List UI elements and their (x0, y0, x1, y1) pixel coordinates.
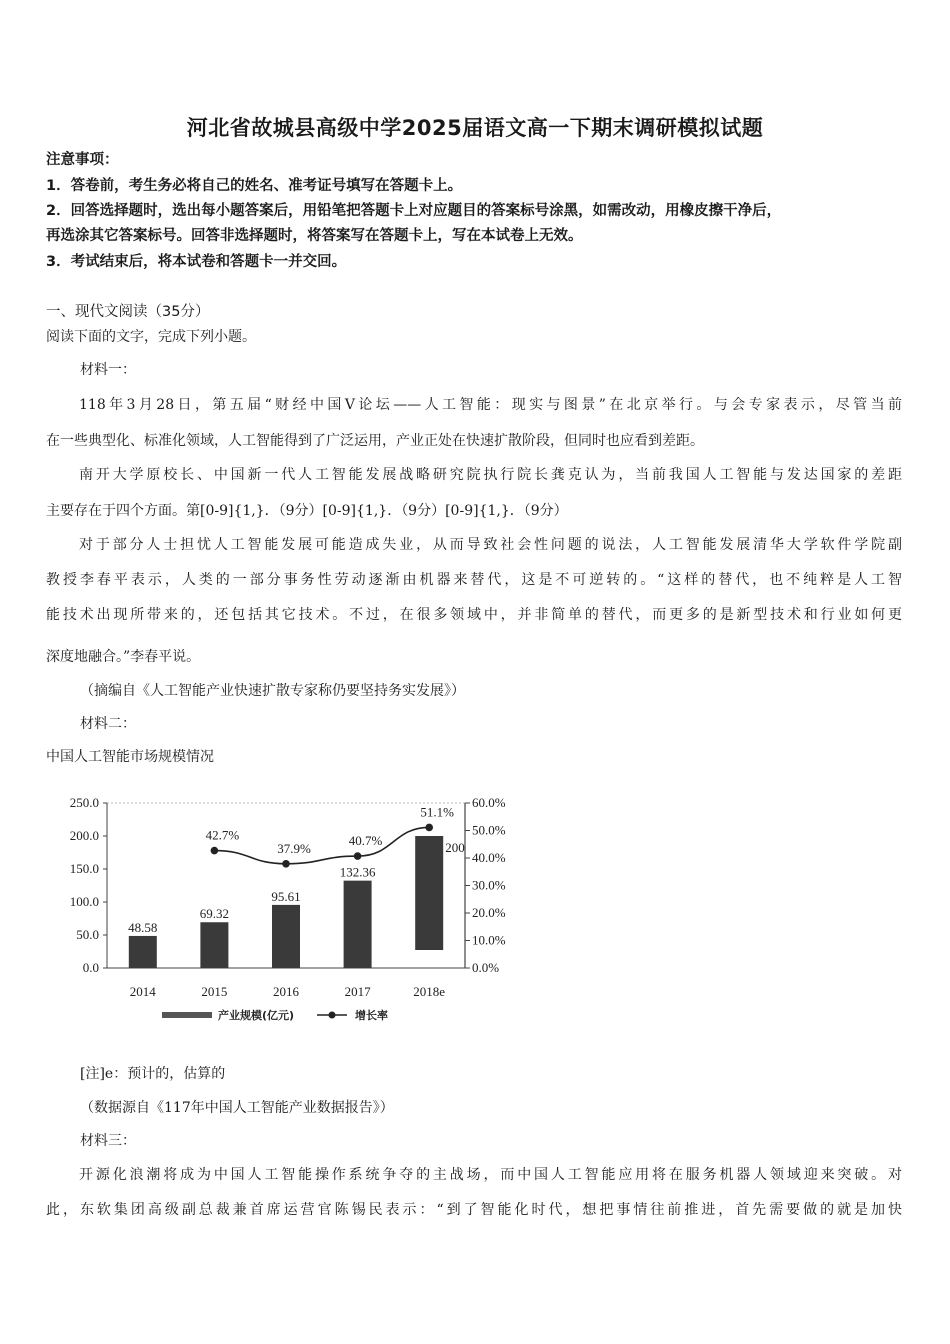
bar-label: 48.58 (128, 919, 158, 935)
material3-label: 材料三： (80, 1133, 136, 1149)
chart-note: [注]e：预计的，估算的 (80, 1066, 226, 1082)
bar-2015 (200, 922, 228, 968)
notice-item-text: 1．答卷前，考生务必将自己的姓名、准考证号填写在答题卡上。 (46, 178, 463, 194)
p3-line4: 深度地融合。”李春平说。 (46, 649, 201, 665)
right-tick-label: 40.0% (472, 850, 506, 865)
source1: （摘编自《人工智能产业快速扩散专家称仍要坚持务实发展》） (80, 683, 465, 699)
p1-line2: 在一些典型化、标准化领域，人工智能得到了广泛运用，产业正处在快速扩散阶段，但同时也应看到差距。 (46, 433, 704, 449)
growth-label: 40.7% (348, 833, 383, 849)
material2-label: 材料二： (80, 716, 136, 732)
growth-point-2015 (211, 847, 219, 855)
right-tick-label: 20.0% (472, 905, 506, 920)
market-size-chart (55, 783, 545, 1038)
bar-label: 69.32 (199, 906, 230, 922)
growth-point-2016 (282, 860, 290, 868)
legend-line-marker (329, 1012, 336, 1019)
legend-line-label: 增长率 (355, 1009, 388, 1022)
p3-line2: 教授李春平表示，人类的一部分事务性劳动逐渐由机器来替代，这是不可逆转的。“这样的替代，也不纯粹是人工智 (46, 572, 902, 588)
p2-line2: 主要存在于四个方面。第[0-9]{1,}．（9分）[0-9]{1,}．（9分）[0-9]{1,}．（9分） (46, 503, 568, 519)
growth-label: 42.7% (205, 827, 240, 843)
notice-item-text: 2．回答选择题时，选出每小题答案后，用铅笔把答题卡上对应题目的答案标号涂黑，如需改动，用橡皮擦干净后， (46, 203, 782, 219)
notice-block (46, 150, 906, 170)
bar-2018e (415, 836, 443, 950)
bar-label: 132.36 (339, 864, 376, 880)
growth-point-2017 (354, 852, 362, 860)
left-tick-label: 200.0 (69, 828, 99, 843)
right-tick-label: 0.0% (472, 960, 500, 975)
right-tick-label: 10.0% (472, 932, 506, 948)
x-tick-label: 2016 (273, 984, 299, 999)
legend-bar-label: 产业规模(亿元) (218, 1009, 295, 1022)
document-title: 河北省故城县高级中学2025届语文高一下期末调研模拟试题 (186, 116, 764, 140)
right-tick-label: 30.0% (472, 877, 506, 893)
bar-2016 (272, 905, 300, 968)
p3-line3: 能技术出现所带来的，还包括其它技术。不过，在很多领域中，并非简单的替代，而更多的是新型技术和行业如何更 (46, 607, 902, 623)
growth-point-2018e (425, 824, 433, 832)
notice-item-3 (46, 252, 906, 272)
notice-item-text: 再选涂其它答案标号。回答非选择题时，将答案写在答题卡上，写在本试卷上无效。 (46, 228, 583, 244)
right-tick-label: 60.0% (472, 795, 506, 810)
left-tick-label: 250.0 (69, 795, 99, 810)
chart-title: 中国人工智能市场规模情况 (46, 749, 214, 765)
notice-item-text: 3．考试结束后，将本试卷和答题卡一并交回。 (46, 254, 347, 270)
p2-line1: 南开大学原校长、中国新一代人工智能发展战略研究院执行院长龚克认为，当前我国人工智能与发达国家的差距 (79, 467, 902, 483)
growth-rate-line (214, 827, 429, 863)
material1-label: 材料一： (80, 362, 136, 378)
section-heading: 一、现代文阅读（35分） (46, 304, 210, 320)
p3-line1: 对于部分人士担忧人工智能发展可能造成失业，从而导致社会性问题的说法，人工智能发展清华大学软件学院副 (79, 537, 902, 553)
notice-item-2-cont (46, 226, 906, 246)
instruction: 阅读下面的文字，完成下列小题。 (46, 329, 256, 345)
x-tick-label: 2017 (344, 984, 371, 999)
bar-2014 (129, 936, 157, 968)
p1-line1: 118年3月28日，第五届“财经中国V论坛——人工智能：现实与图景”在北京举行。与会专家表示，尽管当前 (79, 397, 902, 413)
left-tick-label: 100.0 (69, 894, 99, 909)
x-tick-label: 2015 (201, 984, 228, 999)
notice-heading: 注意事项： (46, 152, 119, 168)
left-tick-label: 0.0 (82, 960, 99, 975)
bar-2017 (344, 881, 372, 968)
p4-line1: 开源化浪潮将成为中国人工智能操作系统争夺的主战场，而中国人工智能应用将在服务机器人领域迎来突破。对 (79, 1167, 902, 1183)
chart-svg (55, 783, 545, 1038)
source2: （数据源自《117年中国人工智能产业数据报告》） (80, 1100, 394, 1116)
left-tick-label: 50.0 (76, 927, 99, 942)
left-tick-label: 150.0 (69, 861, 99, 876)
notice-item-1 (46, 176, 906, 196)
bar-label: 200 (445, 840, 465, 855)
x-tick-label: 2014 (129, 984, 156, 999)
notice-item-2 (46, 201, 906, 221)
right-tick-label: 50.0% (472, 822, 506, 838)
growth-label: 51.1% (420, 804, 454, 820)
p4-line2: 此，东软集团高级副总裁兼首席运营官陈锡民表示：“到了智能化时代，想把事情往前推进，首先需要做的就是加快 (46, 1202, 902, 1218)
legend-bar-swatch (162, 1012, 212, 1018)
bar-label: 95.61 (271, 888, 301, 904)
growth-label: 37.9% (277, 840, 311, 856)
x-tick-label: 2018e (413, 984, 446, 999)
